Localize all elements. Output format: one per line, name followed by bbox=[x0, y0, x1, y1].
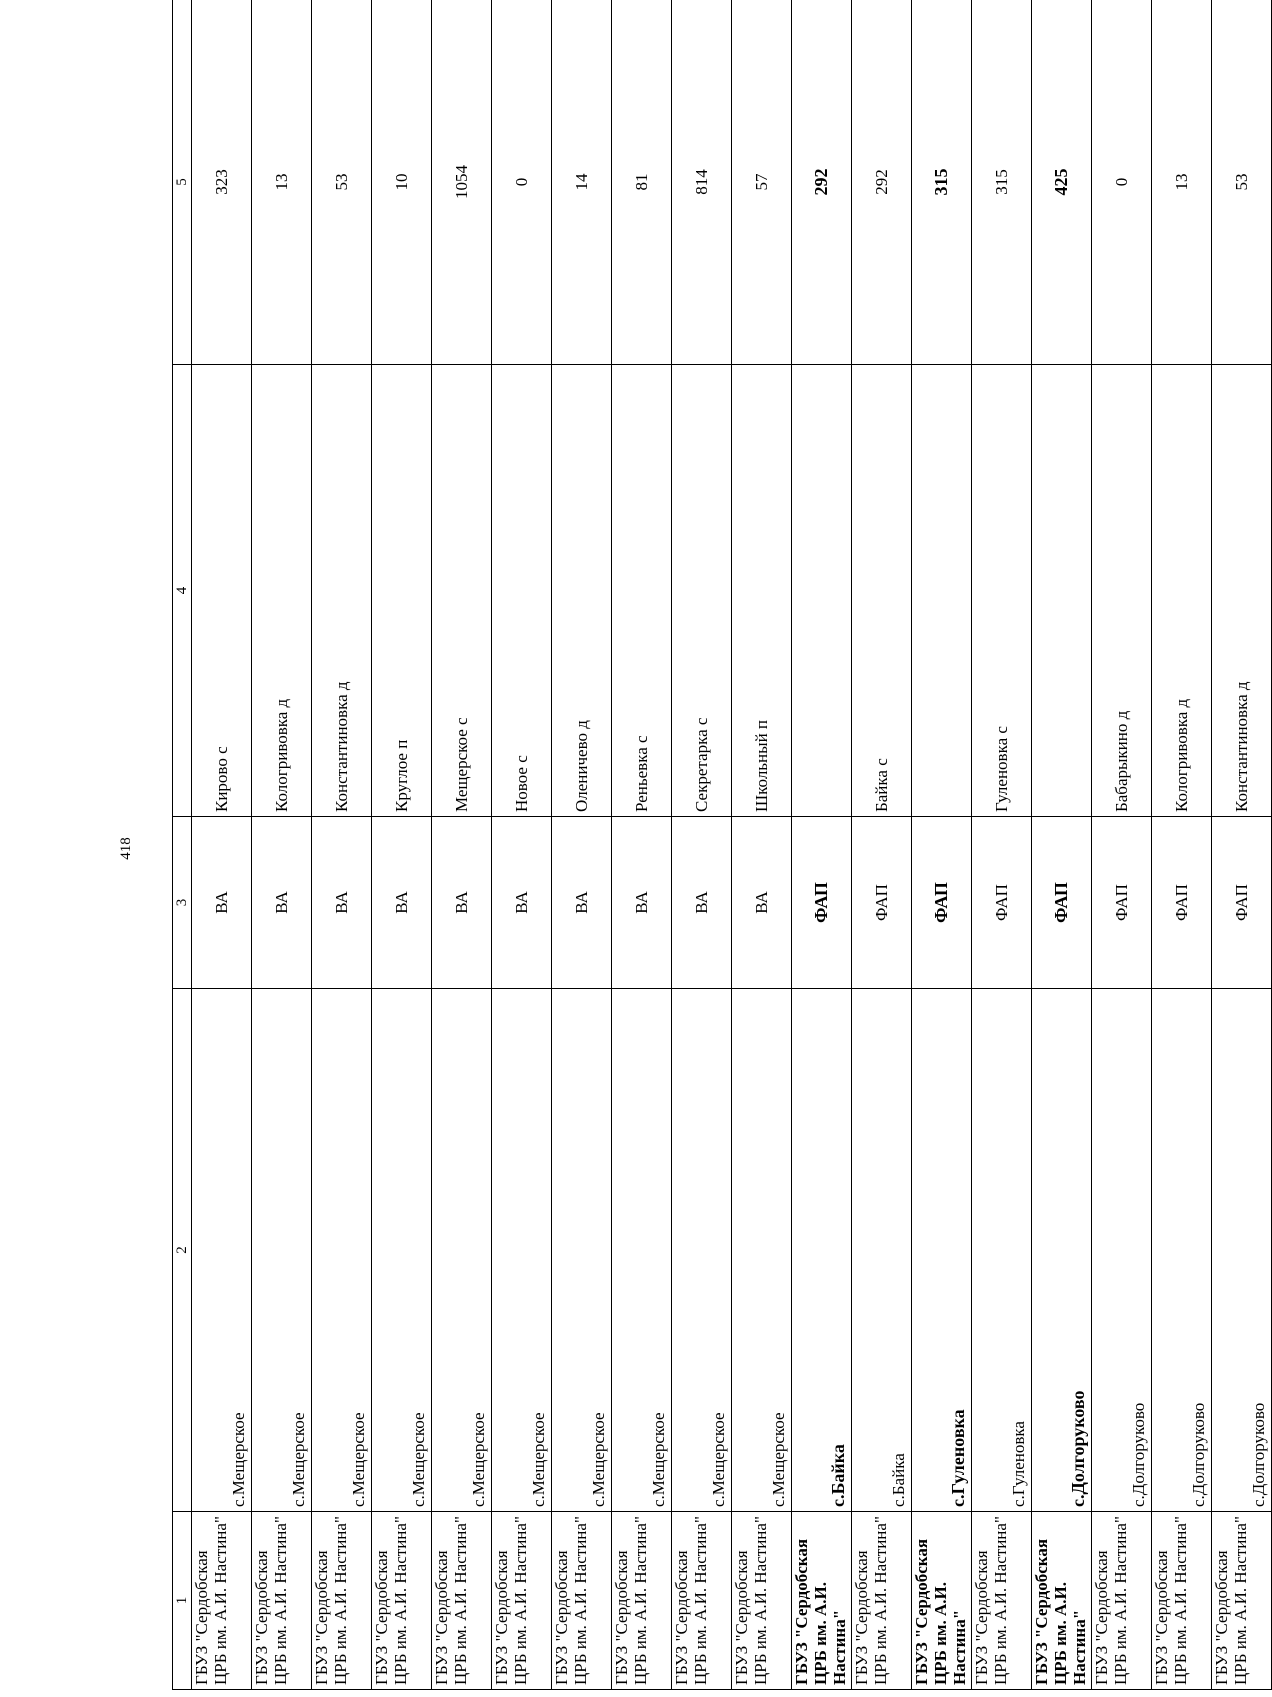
value-cell: 292 bbox=[852, 0, 912, 365]
locality-cell: с.Мещерское bbox=[372, 989, 432, 1512]
facility-type-cell: ВА bbox=[552, 817, 612, 989]
organization-cell: ГБУЗ "Сердобская ЦРБ им. А.И. Настина" bbox=[612, 1512, 672, 1690]
facility-type-cell: ВА bbox=[252, 817, 312, 989]
facility-type-cell: ФАП bbox=[912, 817, 972, 989]
organization-cell: ГБУЗ "Сердобская ЦРБ им. А.И. Настина" bbox=[792, 1512, 852, 1690]
facility-type-cell: ВА bbox=[732, 817, 792, 989]
table-row bbox=[1092, 0, 1152, 1690]
settlement-cell: Байка с bbox=[852, 365, 912, 817]
organization-cell: ГБУЗ "Сердобская ЦРБ им. А.И. Настина" bbox=[1092, 1512, 1152, 1690]
column-header: 2 bbox=[173, 989, 192, 1512]
settlement-cell bbox=[912, 365, 972, 817]
settlement-cell: Кологривовка д bbox=[1152, 365, 1212, 817]
organization-cell: ГБУЗ "Сердобская ЦРБ им. А.И. Настина" bbox=[972, 1512, 1032, 1690]
value-cell: 0 bbox=[492, 0, 552, 365]
value-cell: 315 bbox=[972, 0, 1032, 365]
locality-cell: с.Долгоруково bbox=[1032, 989, 1092, 1512]
table-row bbox=[612, 0, 672, 1690]
locality-cell: с.Долгоруково bbox=[1212, 989, 1272, 1512]
settlement-cell: Кирово с bbox=[192, 365, 252, 817]
facility-type-cell: ВА bbox=[672, 817, 732, 989]
table-row bbox=[972, 0, 1032, 1690]
locality-cell: с.Гуленовка bbox=[912, 989, 972, 1512]
column-header: 5 bbox=[173, 0, 192, 365]
settlement-cell: Оленичево д bbox=[552, 365, 612, 817]
table-row bbox=[492, 0, 552, 1690]
facility-type-cell: ВА bbox=[612, 817, 672, 989]
organization-cell: ГБУЗ "Сердобская ЦРБ им. А.И. Настина" bbox=[1212, 1512, 1272, 1690]
facility-type-cell: ФАП bbox=[1212, 817, 1272, 989]
column-header: 3 bbox=[173, 817, 192, 989]
locality-cell: с.Мещерское bbox=[672, 989, 732, 1512]
value-cell: 13 bbox=[1152, 0, 1212, 365]
value-cell: 10 bbox=[372, 0, 432, 365]
value-cell: 81 bbox=[612, 0, 672, 365]
table-row bbox=[852, 0, 912, 1690]
locality-cell: с.Мещерское bbox=[492, 989, 552, 1512]
facility-type-cell: ФАП bbox=[1032, 817, 1092, 989]
value-cell: 323 bbox=[192, 0, 252, 365]
settlement-cell bbox=[792, 365, 852, 817]
value-cell: 53 bbox=[312, 0, 372, 365]
value-cell: 1054 bbox=[432, 0, 492, 365]
table-row bbox=[792, 0, 852, 1690]
table-row bbox=[372, 0, 432, 1690]
organization-cell: ГБУЗ "Сердобская ЦРБ им. А.И. Настина" bbox=[732, 1512, 792, 1690]
settlement-cell: Бабарыкино д bbox=[1092, 365, 1152, 817]
facility-type-cell: ВА bbox=[192, 817, 252, 989]
locality-cell: с.Мещерское bbox=[252, 989, 312, 1512]
value-cell: 14 bbox=[552, 0, 612, 365]
organization-cell: ГБУЗ "Сердобская ЦРБ им. А.И. Настина" bbox=[492, 1512, 552, 1690]
organization-cell: ГБУЗ "Сердобская ЦРБ им. А.И. Настина" bbox=[372, 1512, 432, 1690]
organization-cell: ГБУЗ "Сердобская ЦРБ им. А.И. Настина" bbox=[312, 1512, 372, 1690]
column-header-row bbox=[173, 0, 192, 1690]
settlement-cell: Мещерское с bbox=[432, 365, 492, 817]
value-cell: 292 bbox=[792, 0, 852, 365]
facility-type-cell: ВА bbox=[372, 817, 432, 989]
facility-type-cell: ФАП bbox=[1092, 817, 1152, 989]
settlement-cell: Школьный п bbox=[732, 365, 792, 817]
organization-cell: ГБУЗ "Сердобская ЦРБ им. А.И. Настина" bbox=[852, 1512, 912, 1690]
settlement-cell: Новое с bbox=[492, 365, 552, 817]
table-row bbox=[252, 0, 312, 1690]
settlement-cell: Реньевка с bbox=[612, 365, 672, 817]
settlement-cell bbox=[1032, 365, 1092, 817]
facility-type-cell: ФАП bbox=[852, 817, 912, 989]
locality-cell: с.Мещерское bbox=[612, 989, 672, 1512]
rotated-table-container bbox=[172, 0, 1268, 1690]
table-row bbox=[1152, 0, 1212, 1690]
locality-cell: с.Долгоруково bbox=[1092, 989, 1152, 1512]
table-row bbox=[312, 0, 372, 1690]
value-cell: 57 bbox=[732, 0, 792, 365]
locality-cell: с.Мещерское bbox=[552, 989, 612, 1512]
locality-cell: с.Байка bbox=[792, 989, 852, 1512]
locality-cell: с.Байка bbox=[852, 989, 912, 1512]
organization-cell: ГБУЗ "Сердобская ЦРБ им. А.И. Настина" bbox=[192, 1512, 252, 1690]
organization-cell: ГБУЗ "Сердобская ЦРБ им. А.И. Настина" bbox=[552, 1512, 612, 1690]
organization-cell: ГБУЗ "Сердобская ЦРБ им. А.И. Настина" bbox=[672, 1512, 732, 1690]
locality-cell: с.Мещерское bbox=[732, 989, 792, 1512]
locality-cell: с.Мещерское bbox=[432, 989, 492, 1512]
settlement-cell: Константиновка д bbox=[312, 365, 372, 817]
value-cell: 315 bbox=[912, 0, 972, 365]
value-cell: 0 bbox=[1092, 0, 1152, 365]
table-row bbox=[192, 0, 252, 1690]
settlement-cell: Секретарка с bbox=[672, 365, 732, 817]
table-row bbox=[432, 0, 492, 1690]
organization-cell: ГБУЗ "Сердобская ЦРБ им. А.И. Настина" bbox=[1032, 1512, 1092, 1690]
facility-type-cell: ФАП bbox=[792, 817, 852, 989]
facility-type-cell: ФАП bbox=[1152, 817, 1212, 989]
facility-type-cell: ВА bbox=[312, 817, 372, 989]
settlement-cell: Константиновка д bbox=[1212, 365, 1272, 817]
column-header: 1 bbox=[173, 1512, 192, 1690]
facility-type-cell: ФАП bbox=[972, 817, 1032, 989]
settlement-cell: Кологривовка д bbox=[252, 365, 312, 817]
facility-type-cell: ВА bbox=[492, 817, 552, 989]
locality-cell: с.Мещерское bbox=[192, 989, 252, 1512]
column-header: 4 bbox=[173, 365, 192, 817]
locality-cell: с.Гуленовка bbox=[972, 989, 1032, 1512]
value-cell: 53 bbox=[1212, 0, 1272, 365]
settlement-cell: Гуленовка с bbox=[972, 365, 1032, 817]
facility-type-cell: ВА bbox=[432, 817, 492, 989]
organization-cell: ГБУЗ "Сердобская ЦРБ им. А.И. Настина" bbox=[432, 1512, 492, 1690]
table-row bbox=[672, 0, 732, 1690]
settlement-cell: Круглое п bbox=[372, 365, 432, 817]
organization-cell: ГБУЗ "Сердобская ЦРБ им. А.И. Настина" bbox=[1152, 1512, 1212, 1690]
table-row bbox=[732, 0, 792, 1690]
value-cell: 13 bbox=[252, 0, 312, 365]
page-number: 418 bbox=[118, 837, 134, 860]
value-cell: 425 bbox=[1032, 0, 1092, 365]
locality-cell: с.Мещерское bbox=[312, 989, 372, 1512]
table-row bbox=[1212, 0, 1272, 1690]
data-table bbox=[172, 0, 1272, 1690]
locality-cell: с.Долгоруково bbox=[1152, 989, 1212, 1512]
value-cell: 814 bbox=[672, 0, 732, 365]
organization-cell: ГБУЗ "Сердобская ЦРБ им. А.И. Настина" bbox=[912, 1512, 972, 1690]
table-row bbox=[552, 0, 612, 1690]
table-row bbox=[1032, 0, 1092, 1690]
table-row bbox=[912, 0, 972, 1690]
table-body bbox=[192, 0, 1272, 1690]
organization-cell: ГБУЗ "Сердобская ЦРБ им. А.И. Настина" bbox=[252, 1512, 312, 1690]
